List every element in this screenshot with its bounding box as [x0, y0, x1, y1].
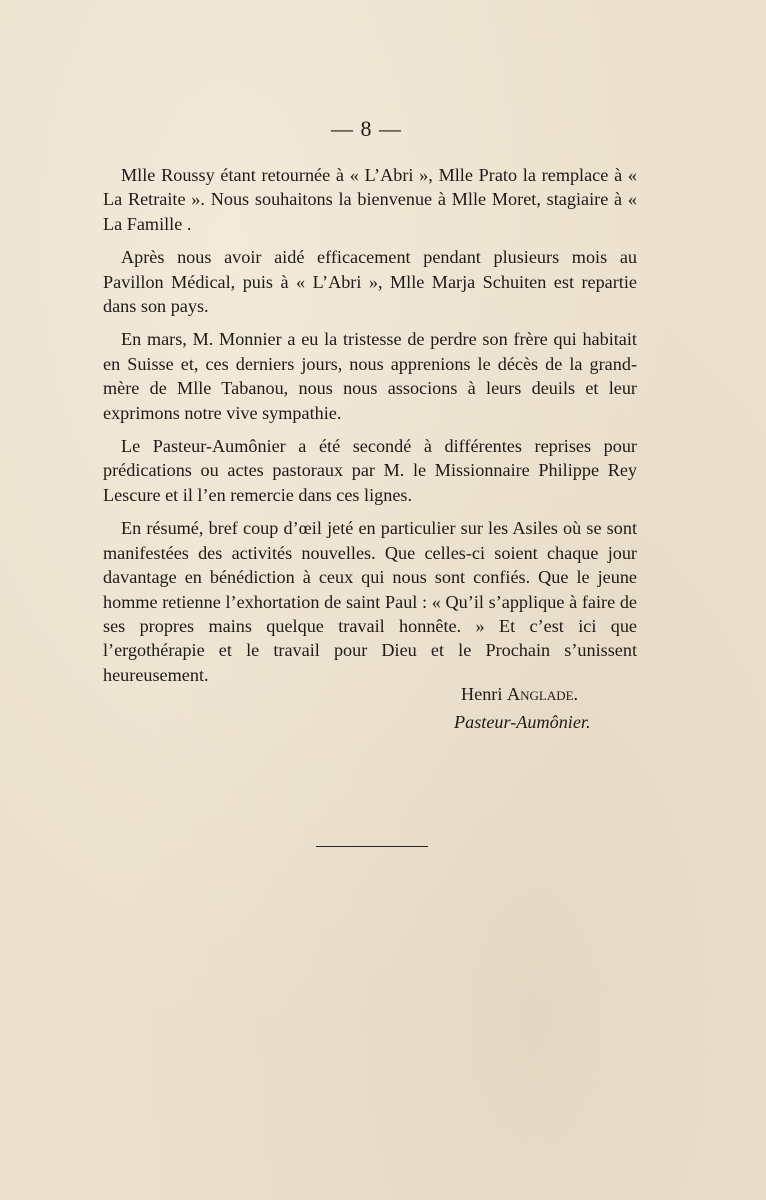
signature-title: Pasteur-Aumônier.	[454, 712, 591, 732]
signature-last-name: Anglade.	[506, 684, 579, 704]
paragraph-condolences: En mars, M. Monnier a eu la tristesse de perdre son frère qui habitait en Suisse et, ces derniers jours, nous apprenions le décès de la grand-mère de Mlle Tabanou, nous nous associons à leurs deuils et leur exprimons notre vive sympathie.	[103, 329, 637, 423]
paragraph-departure: Après nous avoir aidé efficacement pendant plusieurs mois au Pavillon Médical, puis à « L’Abri », Mlle Marja Schuiten est repartie dans son pays.	[103, 247, 637, 317]
page-number: — 8 —	[331, 116, 402, 141]
body-text	[103, 163, 637, 696]
paragraph-staff-changes: Mlle Roussy étant retournée à « L’Abri », Mlle Prato la remplace à « La Retraite ». Nous souhaitons la bienvenue à Mlle Moret, stagiaire à « La Famille .	[103, 165, 637, 234]
signature-first-name: Henri	[461, 684, 503, 704]
paragraph-thanks: Le Pasteur-Aumônier a été secondé à différentes reprises pour prédications ou actes pastoraux par M. le Missionnaire Philippe Rey Lescure et il l’en remercie dans ces lignes.	[103, 436, 637, 505]
signature-name	[440, 680, 640, 708]
closing-rule	[316, 846, 428, 847]
signature-block	[440, 680, 640, 736]
paragraph-summary: En résumé, bref coup d’œil jeté en particulier sur les Asiles où se sont manifestées des activités nouvelles. Que celles-ci soient chaque jour davantage en bénédiction à ceux qui nous sont confiés. Que le jeune homme retienne l’exhortation de saint Paul : « Qu’il s’applique à faire de ses propres mains quelque travail honnête. » Et c’est ici que l’ergothérapie et le travail pour Dieu et le Prochain s’unissent heureusement.	[103, 518, 637, 685]
